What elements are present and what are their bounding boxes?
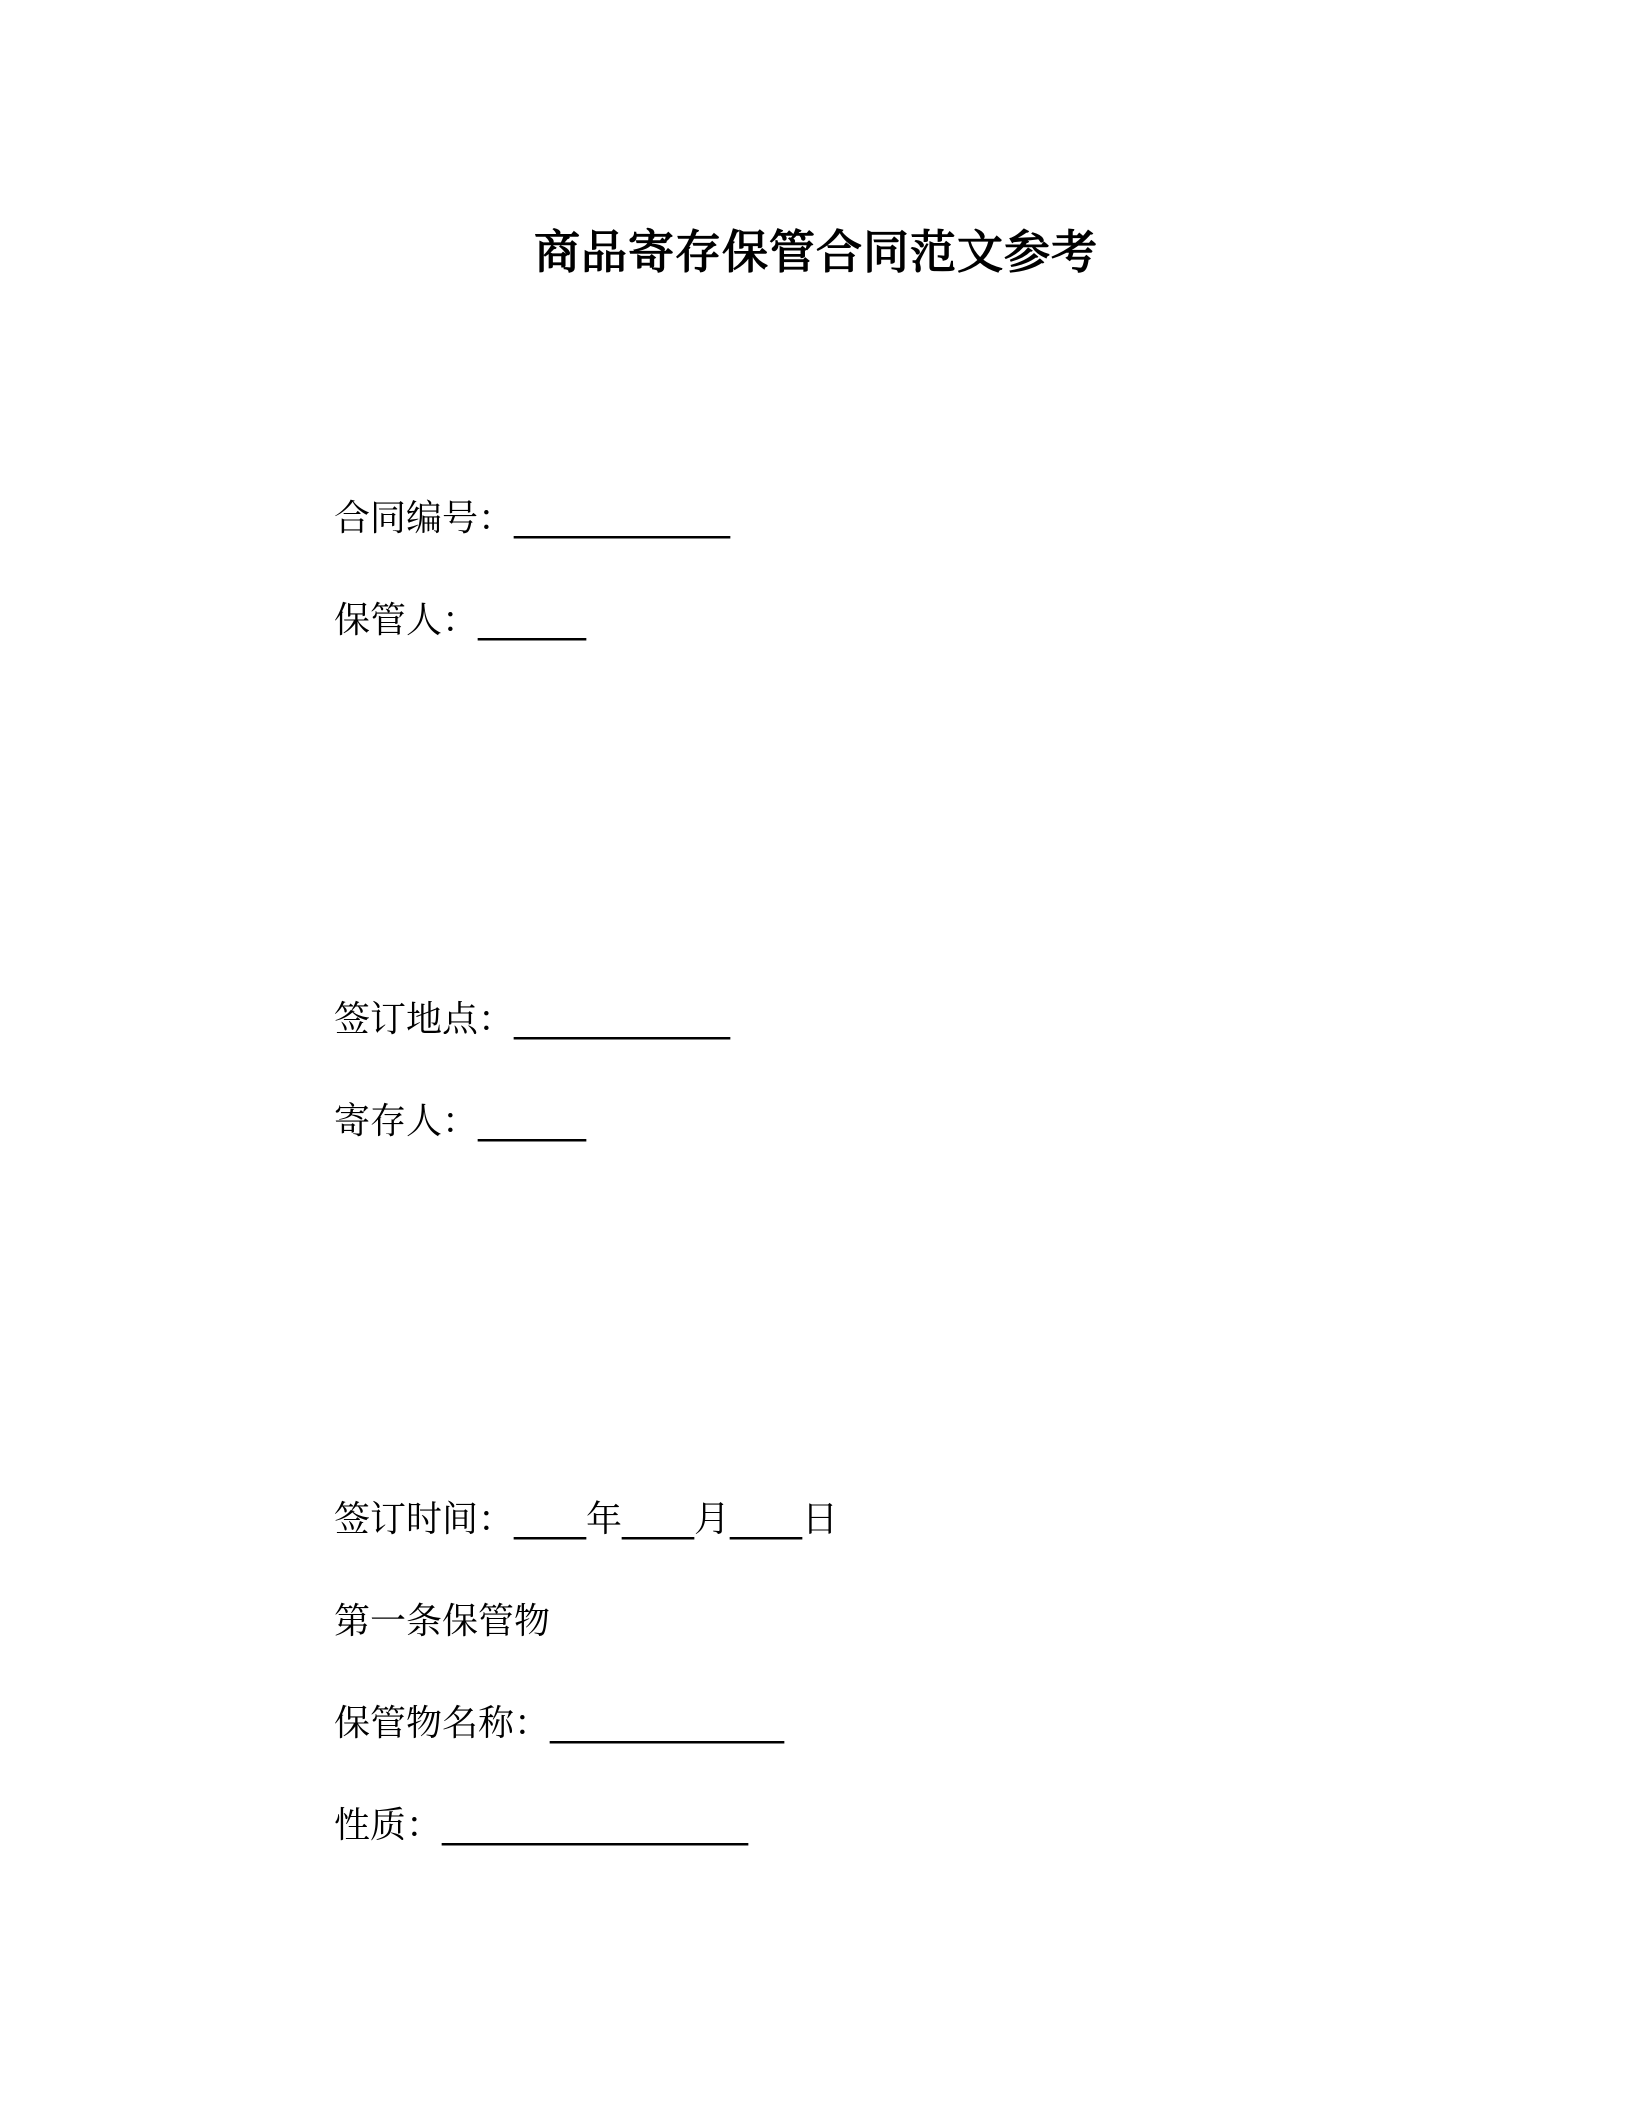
article-one-heading: 第一条保管物 <box>334 1601 551 1642</box>
item-nature-line: 性质：_________________ <box>334 1805 749 1846</box>
signing-date-line: 签订时间：____年____月____日 <box>334 1499 839 1540</box>
item-name-line: 保管物名称：_____________ <box>334 1703 785 1744</box>
contract-number-line: 合同编号：____________ <box>334 498 731 539</box>
custodian-line: 保管人：______ <box>334 600 587 641</box>
signing-place-line: 签订地点：____________ <box>334 999 731 1040</box>
document-title: 商品寄存保管合同范文参考 <box>534 225 1098 279</box>
depositor-line: 寄存人：______ <box>334 1101 587 1142</box>
